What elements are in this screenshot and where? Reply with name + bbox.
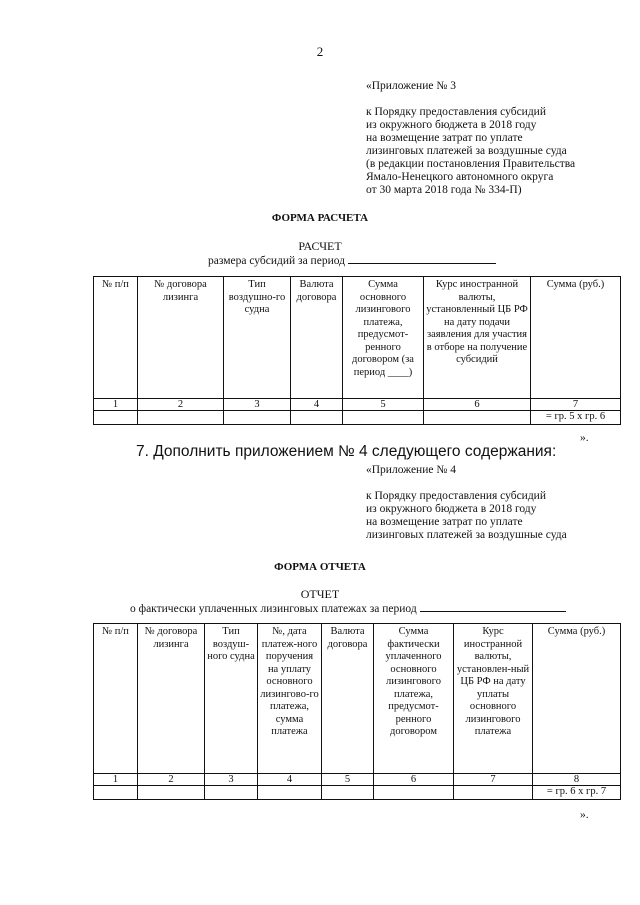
empty-cell [94,786,138,800]
annex-4-title: «Приложение № 4 [366,464,456,476]
form-2-data-row [94,786,621,800]
formula-cell: = гр. 5 х гр. 6 [531,411,621,425]
empty-cell [138,411,224,425]
form-1-table [93,276,621,425]
empty-cell [374,786,454,800]
column-number: 1 [94,774,138,786]
annex-4-line: лизинговых платежей за воздушные суда [366,529,567,541]
form-2-header-cell: № п/п [94,624,138,774]
form-2-header-cell: Курс иностранной валюты, установлен-ный ЦБ РФ на дату уплаты основного лизингового платежа [454,624,533,774]
annex-3-line: Ямало-Ненецкого автономного округа [366,171,554,183]
form-2-number-row [94,774,621,786]
annex-3-line: из окружного бюджета в 2018 году [366,119,537,131]
empty-cell [343,411,424,425]
annex-4-line: из окружного бюджета в 2018 году [366,503,537,515]
form-2-subtitle [130,601,566,615]
form-1-header-cell: № договора лизинга [138,277,224,399]
column-number: 5 [343,399,424,411]
form-2-heading: ФОРМА ОТЧЕТА [274,561,366,573]
empty-cell [454,786,533,800]
form-2-header-cell: Валюта договора [322,624,374,774]
annex-3-title: «Приложение № 3 [366,80,456,92]
form-2-table [93,623,621,800]
form-1-subtitle [208,253,496,267]
empty-cell [291,411,343,425]
annex-3-line: лизинговых платежей за воздушные суда [366,145,567,157]
column-number: 2 [138,774,205,786]
column-number: 3 [224,399,291,411]
annex-3-line: на возмещение затрат по уплате [366,132,523,144]
form-1-header-cell: Сумма (руб.) [531,277,621,399]
empty-cell [322,786,374,800]
form-1-header-row [94,277,621,399]
annex-3-line: к Порядку предоставления субсидий [366,106,546,118]
form-2-subtitle-text: о фактически уплаченных лизинговых платежах за период [130,603,417,615]
form-2-title: ОТЧЕТ [300,587,340,601]
form-2-header-cell: № договора лизинга [138,624,205,774]
form-1-closing: ». [580,432,589,444]
column-number: 8 [533,774,621,786]
column-number: 4 [291,399,343,411]
form-1-header-cell: Курс иностранной валюты, установленный ЦБ РФ на дату подачи заявления для участия в отборе на получение субсидий [424,277,531,399]
form-1-title: РАСЧЕТ [298,239,342,253]
column-number: 5 [322,774,374,786]
form-1-data-row [94,411,621,425]
form-1-header-cell: Сумма основного лизингового платежа, предусмот-ренного договором (за период ____) [343,277,424,399]
form-2-closing: ». [580,809,589,821]
annex-4-line: на возмещение затрат по уплате [366,516,523,528]
period-blank [348,253,496,264]
empty-cell [138,786,205,800]
point-7-text: 7. Дополнить приложением № 4 следующего содержания: [136,443,557,460]
column-number: 7 [531,399,621,411]
column-number: 7 [454,774,533,786]
form-2-header-row [94,624,621,774]
annex-4-line: к Порядку предоставления субсидий [366,490,546,502]
form-1-heading: ФОРМА РАСЧЕТА [271,212,369,224]
period-blank [420,601,566,612]
column-number: 4 [258,774,322,786]
empty-cell [224,411,291,425]
column-number: 2 [138,399,224,411]
annex-3-line: от 30 марта 2018 года № 334-П) [366,184,522,196]
column-number: 1 [94,399,138,411]
column-number: 3 [205,774,258,786]
empty-cell [205,786,258,800]
form-2-header-cell: Сумма (руб.) [533,624,621,774]
form-2-header-cell: Тип воздуш-ного судна [205,624,258,774]
empty-cell [258,786,322,800]
form-1-subtitle-text: размера субсидий за период [208,255,345,267]
page-number: 2 [316,44,324,59]
form-1-header-cell: Валюта договора [291,277,343,399]
form-1-header-cell: Тип воздушно-го судна [224,277,291,399]
formula-cell: = гр. 6 х гр. 7 [533,786,621,800]
form-1-header-cell: № п/п [94,277,138,399]
form-1-number-row [94,399,621,411]
form-2-header-cell: Сумма фактически уплаченного основного лизингового платежа, предусмот-ренного договором [374,624,454,774]
form-2-header-cell: №, дата платеж-ного поручения на уплату основного лизингово-го платежа, сумма платежа [258,624,322,774]
empty-cell [424,411,531,425]
column-number: 6 [374,774,454,786]
annex-3-block [366,80,575,197]
annex-4-block [366,464,567,542]
empty-cell [94,411,138,425]
column-number: 6 [424,399,531,411]
annex-3-line: (в редакции постановления Правительства [366,158,576,170]
